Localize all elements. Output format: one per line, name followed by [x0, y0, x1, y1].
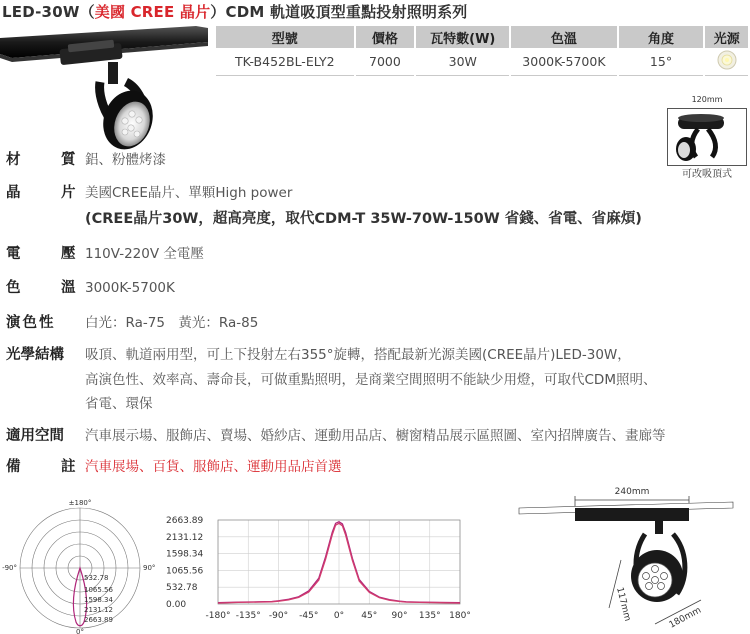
application-label: 適用空間	[6, 428, 64, 444]
mount-caption: 可改吸頂式	[682, 169, 732, 180]
polar-ring-label: 1598.34	[84, 596, 113, 604]
chip-label: 晶 片	[6, 185, 89, 201]
cri-label: 演色性	[6, 315, 56, 331]
x-tick-label: -180°	[205, 611, 231, 621]
color-temp-label: 色 溫	[6, 280, 89, 296]
chip-note: (CREE晶片30W，超高亮度，取代CDM-T 35W-70W-150W 省錢、省電、省麻煩)	[85, 211, 642, 227]
optics-line-1: 吸頂、軌道兩用型，可上下投射左右355°旋轉，搭配最新光源美國(CREE晶片)LED-30W，	[85, 347, 631, 363]
x-tick-label: -45°	[299, 611, 319, 621]
page-title	[2, 0, 468, 26]
col-header-wattage: 瓦特數(W)	[416, 26, 509, 48]
remark-value: 汽車展場、百貨、服飾店、運動用品店首選	[85, 459, 342, 475]
cell-model: TK-B452BL-ELY2	[216, 48, 354, 76]
x-tick-label: -135°	[235, 611, 261, 621]
cell-price: 7000	[356, 48, 415, 76]
x-tick-label: 0°	[333, 611, 345, 621]
table-row	[216, 48, 748, 76]
title-highlight: 美國 CREE 晶片	[94, 3, 211, 21]
cell-color-temp: 3000K-5700K	[511, 48, 616, 76]
col-header-color-temp: 色溫	[511, 26, 616, 48]
spec-table-header-row	[216, 26, 748, 48]
application-value: 汽車展示場、服飾店、賣場、婚紗店、運動用品店、櫥窗精品展示區照圖、室內招牌廣告、畫廊等	[85, 428, 666, 444]
mount-dimension-label: 120mm	[691, 95, 723, 104]
x-tick-label: 135°	[418, 611, 441, 621]
product-photo	[0, 24, 208, 156]
material-label: 材 質	[6, 152, 89, 168]
x-tick-label: 180°	[449, 611, 471, 621]
polar-ring-label: 2663.89	[84, 616, 113, 624]
remark-label: 備 註	[6, 459, 89, 475]
polar-ring-label: 1065.56	[84, 586, 113, 594]
optics-line-3: 省電、環保	[85, 396, 153, 412]
polar-diagram	[0, 494, 160, 634]
x-tick-label: 45°	[361, 611, 378, 621]
bottom-figures	[0, 487, 750, 634]
color-temp-value: 3000K-5700K	[85, 280, 175, 296]
col-header-price: 價格	[356, 26, 415, 48]
polar-top-label: ±180°	[68, 499, 92, 507]
title-prefix: LED-30W（	[2, 3, 95, 21]
led-chip-icon	[714, 49, 740, 71]
y-tick-label: 532.78	[166, 583, 198, 594]
cell-angle: 15°	[619, 48, 704, 76]
cell-wattage: 30W	[416, 48, 509, 76]
y-tick-label: 2663.89	[166, 516, 204, 526]
optics-label: 光學結構	[6, 347, 64, 363]
ceiling-mount-figure	[667, 95, 747, 181]
x-tick-label: 90°	[391, 611, 408, 621]
y-tick-label: 0.00	[166, 600, 187, 610]
cri-value: 白光：Ra-75 黃光：Ra-85	[85, 315, 259, 331]
chip-value: 美國CREE晶片、單顆High power	[85, 185, 293, 201]
height-dimension-label: 117mm	[614, 586, 633, 623]
y-tick-label: 1065.56	[166, 566, 204, 577]
mount-frame	[667, 108, 747, 166]
polar-left-label: -90°	[2, 564, 17, 572]
spec-table	[214, 26, 750, 76]
polar-bottom-label: 0°	[76, 628, 84, 634]
intensity-line-chart	[160, 514, 480, 634]
polar-right-label: 90°	[143, 564, 156, 572]
x-tick-label: -90°	[268, 611, 289, 621]
voltage-value: 110V-220V 全電壓	[85, 246, 204, 262]
dimension-drawing	[505, 476, 750, 632]
col-header-angle: 角度	[619, 26, 704, 48]
col-header-light-source: 光源	[705, 26, 748, 48]
voltage-label: 電 壓	[6, 246, 89, 262]
depth-dimension-label: 180mm	[667, 605, 704, 631]
y-tick-label: 1598.34	[166, 549, 204, 560]
title-suffix: ）CDM 軌道吸頂型重點投射照明系列	[210, 3, 468, 21]
cell-light-source	[705, 48, 748, 76]
ceiling-spotlight-icon	[668, 109, 746, 165]
width-dimension-label: 240mm	[614, 487, 650, 497]
material-value: 鋁、粉體烤漆	[85, 152, 166, 168]
y-tick-label: 2131.12	[166, 532, 204, 543]
optics-line-2: 高演色性、效率高、壽命長，可做重點照明，是商業空間照明不能缺少用燈，可取代CDM照明、	[85, 372, 657, 388]
polar-ring-label: 2131.12	[84, 606, 113, 614]
polar-ring-label: 532.78	[84, 574, 109, 582]
col-header-model: 型號	[216, 26, 354, 48]
